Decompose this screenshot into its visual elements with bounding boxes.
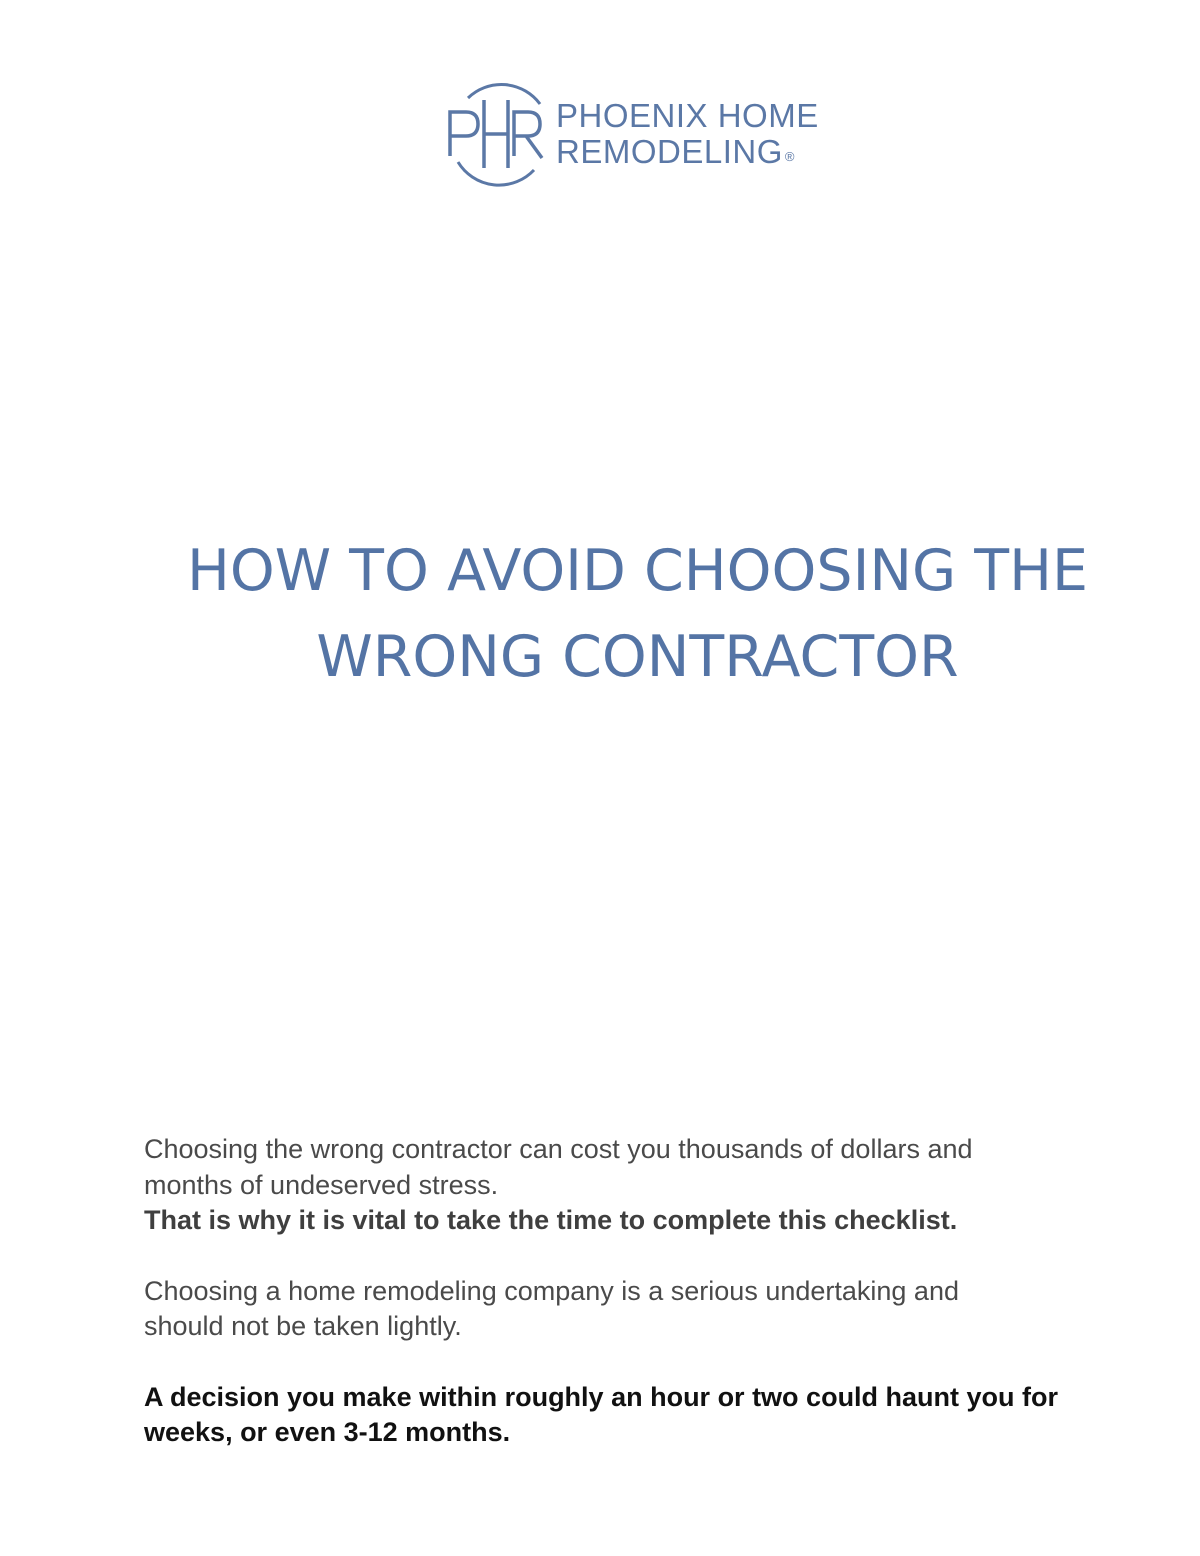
logo-line-2: REMODELING ® xyxy=(556,133,795,170)
paragraph-2-line-2: should not be taken lightly. xyxy=(144,1311,462,1341)
logo-wordmark xyxy=(556,98,819,175)
company-logo xyxy=(444,78,844,190)
paragraph-1-emphasis: That is why it is vital to take the time to complete this checklist. xyxy=(144,1205,958,1235)
logo-line-1: PHOENIX HOME xyxy=(556,97,819,134)
paragraph-3-line-1: A decision you make within roughly an hour or two could haunt you for xyxy=(144,1381,1059,1412)
phr-monogram-icon xyxy=(444,78,548,190)
paragraph-2-line-1: Choosing a home remodeling company is a serious undertaking and xyxy=(144,1275,959,1306)
paragraph-3-line-2: weeks, or even 3-12 months. xyxy=(144,1417,511,1447)
page-title xyxy=(100,528,1175,700)
title-line-2: WRONG CONTRACTOR xyxy=(316,624,959,691)
registered-mark: ® xyxy=(784,149,795,164)
paragraph-1-line-2: months of undeserved stress. xyxy=(144,1169,499,1200)
title-line-1: HOW TO AVOID CHOOSING THE xyxy=(186,538,1089,605)
intro-text xyxy=(144,1132,1104,1451)
paragraph-1-line-1: Choosing the wrong contractor can cost you thousands of dollars and xyxy=(144,1134,973,1164)
